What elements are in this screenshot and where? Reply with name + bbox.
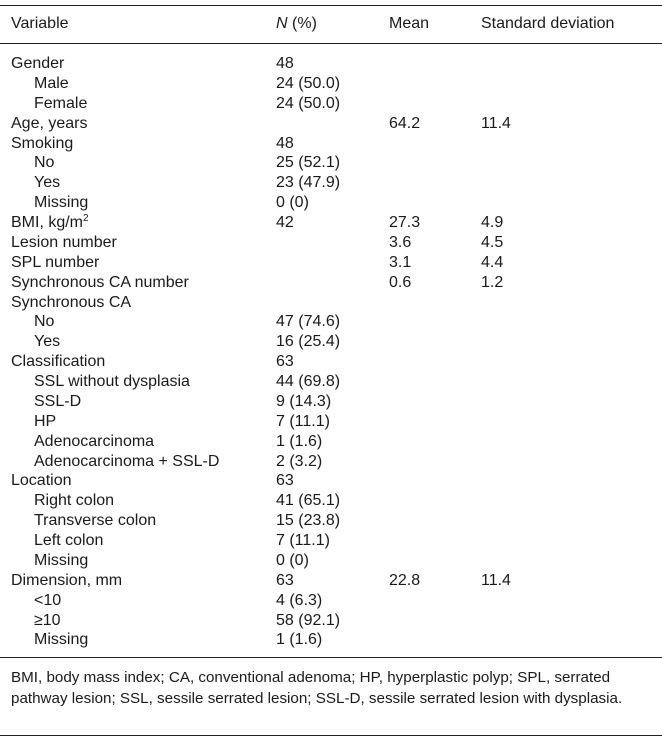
row-variable-label: [34, 611, 61, 631]
row-variable-text: No: [34, 313, 55, 331]
row-n-percent: 47 (74.6): [276, 313, 341, 331]
table-row: [0, 352, 662, 372]
row-mean: 27.3: [389, 214, 421, 231]
table-row: [0, 74, 662, 94]
row-variable-label: [34, 491, 114, 511]
header-mean: Mean: [389, 15, 430, 32]
row-variable-superscript: 2: [83, 213, 89, 224]
row-variable-text: Classification: [11, 353, 106, 371]
row-n-percent: 63: [276, 571, 294, 589]
footnote-bottom-rule: [0, 735, 662, 736]
row-standard-deviation: 4.9: [481, 214, 504, 231]
row-standard-deviation: 1.2: [481, 273, 504, 291]
row-variable-text: Lesion number: [11, 233, 117, 251]
row-variable-label: [34, 392, 81, 412]
row-mean: 64.2: [389, 114, 421, 132]
header-percent: (%): [287, 15, 317, 32]
row-variable-label: [34, 372, 190, 392]
row-variable-text: Left colon: [34, 532, 104, 549]
row-n-percent: 48: [276, 134, 294, 152]
row-variable-text: ≥10: [34, 611, 61, 629]
table-top-rule: [0, 5, 662, 6]
row-n-percent: 24 (50.0): [276, 94, 341, 112]
row-variable-text: Yes: [34, 333, 61, 351]
row-n-percent: 2 (3.2): [276, 452, 323, 470]
row-variable-text: Location: [11, 472, 72, 490]
row-variable-label: [11, 571, 122, 591]
row-variable-label: [11, 273, 189, 293]
table-row: [0, 432, 662, 452]
table-row: [0, 591, 662, 611]
table-row: [0, 54, 662, 74]
table-header-row: [0, 13, 662, 35]
row-variable-text: Synchronous CA: [11, 293, 132, 311]
row-variable-text: SSL without dysplasia: [34, 373, 190, 390]
row-variable-text: Right colon: [34, 492, 115, 510]
table-row: [0, 94, 662, 114]
row-variable-label: [34, 452, 219, 472]
row-standard-deviation: 11.4: [481, 571, 511, 589]
row-variable-label: [11, 352, 105, 372]
row-variable-label: [11, 233, 117, 253]
row-n-percent: 1 (1.6): [276, 432, 323, 450]
row-mean: 0.6: [389, 273, 412, 291]
row-variable-text: HP: [34, 412, 57, 430]
row-variable-text: Missing: [34, 194, 89, 212]
row-variable-label: [34, 531, 103, 551]
table-row: [0, 293, 662, 313]
row-n-percent: 58 (92.1): [276, 611, 341, 629]
table-row: [0, 392, 662, 412]
row-variable-label: [34, 173, 60, 193]
row-mean: 22.8: [389, 571, 421, 589]
row-variable-label: [11, 471, 72, 491]
table-header-rule: [0, 43, 662, 44]
row-n-percent: 48: [276, 55, 294, 72]
row-variable-label: [34, 153, 54, 173]
table-row: [0, 511, 662, 531]
row-standard-deviation: 4.4: [481, 253, 504, 271]
row-n-percent: 42: [276, 214, 294, 231]
row-variable-text: Missing: [34, 551, 89, 569]
row-n-percent: 7 (11.1): [276, 532, 330, 549]
row-variable-text: Female: [34, 94, 88, 112]
table-row: [0, 253, 662, 273]
row-variable-text: SSL-D: [34, 392, 82, 410]
table-row: [0, 630, 662, 650]
table-row: [0, 412, 662, 432]
row-variable-text: Adenocarcinoma: [34, 432, 155, 450]
header-n-percent: [276, 13, 317, 35]
table-row: [0, 134, 662, 154]
header-standard-deviation: Standard deviation: [481, 15, 615, 32]
row-variable-label: [11, 134, 73, 154]
row-variable-text: Yes: [34, 174, 61, 192]
row-variable-text: Age, years: [11, 114, 88, 132]
row-variable-text: Transverse colon: [34, 512, 157, 530]
table-row: [0, 531, 662, 551]
row-variable-label: [34, 332, 60, 352]
row-variable-label: [34, 94, 87, 114]
row-mean: 3.6: [389, 233, 412, 251]
table-row: [0, 173, 662, 193]
table-row: [0, 114, 662, 134]
row-variable-text: SPL number: [11, 253, 100, 271]
row-mean: 3.1: [389, 253, 412, 271]
row-variable-label: [34, 193, 88, 213]
row-variable-text: Gender: [11, 55, 65, 72]
row-standard-deviation: 11.4: [481, 114, 511, 132]
table-body: [0, 54, 662, 650]
row-n-percent: 4 (6.3): [276, 591, 323, 609]
table-row: [0, 153, 662, 173]
row-variable-label: [11, 114, 87, 134]
table-row: [0, 471, 662, 491]
row-n-percent: 23 (47.9): [276, 174, 341, 192]
table-row: [0, 571, 662, 591]
row-n-percent: 16 (25.4): [276, 333, 341, 351]
header-n: N: [276, 15, 288, 32]
row-n-percent: 44 (69.8): [276, 373, 341, 390]
row-variable-text: Male: [34, 74, 69, 92]
row-variable-label: [34, 551, 88, 571]
row-n-percent: 0 (0): [276, 551, 309, 569]
table-bottom-rule: [0, 657, 662, 658]
row-variable-label: [11, 293, 131, 313]
table-row: [0, 332, 662, 352]
table-row: [0, 193, 662, 213]
row-standard-deviation: 4.5: [481, 233, 504, 251]
row-variable-text: Adenocarcinoma + SSL-D: [34, 452, 220, 470]
row-variable-text: Synchronous CA number: [11, 273, 189, 291]
row-n-percent: 41 (65.1): [276, 492, 341, 510]
row-variable-label: [11, 253, 99, 273]
table-row: [0, 312, 662, 332]
table-row: [0, 273, 662, 293]
row-variable-text: No: [34, 154, 55, 172]
row-variable-label: [34, 630, 88, 650]
row-variable-text: Dimension, mm: [11, 571, 123, 589]
row-n-percent: 9 (14.3): [276, 392, 332, 410]
table-row: [0, 491, 662, 511]
row-n-percent: 15 (23.8): [276, 512, 341, 530]
row-n-percent: 0 (0): [276, 194, 309, 212]
row-n-percent: 7 (11.1): [276, 412, 330, 430]
header-variable: Variable: [11, 15, 69, 32]
table-row: [0, 213, 662, 233]
table-row: [0, 233, 662, 253]
row-n-percent: 63: [276, 472, 294, 490]
row-variable-label: [34, 432, 154, 452]
row-n-percent: 25 (52.1): [276, 154, 341, 172]
table-row: [0, 452, 662, 472]
row-variable-label: [34, 412, 56, 432]
table-row: [0, 611, 662, 631]
table-row: [0, 372, 662, 392]
row-variable-label: [11, 213, 89, 233]
row-n-percent: 1 (1.6): [276, 631, 323, 649]
row-variable-label: [34, 511, 156, 531]
row-variable-label: [11, 54, 64, 74]
row-variable-text: Missing: [34, 631, 89, 649]
row-n-percent: 63: [276, 353, 294, 371]
row-n-percent: 24 (50.0): [276, 74, 341, 92]
row-variable-label: [34, 591, 61, 611]
row-variable-label: [34, 74, 69, 94]
table-row: [0, 551, 662, 571]
row-variable-text: <10: [34, 591, 62, 609]
table-footnote: BMI, body mass index; CA, conventional adenoma; HP, hyperplastic polyp; SPL, serrated pathway lesion; SSL, sessile serrated lesion; SSL-D, sessile serrated lesion with dysplasia.: [11, 669, 623, 707]
row-variable-text: BMI, kg/m: [11, 214, 84, 231]
row-variable-label: [34, 312, 54, 332]
row-variable-text: Smoking: [11, 134, 74, 152]
